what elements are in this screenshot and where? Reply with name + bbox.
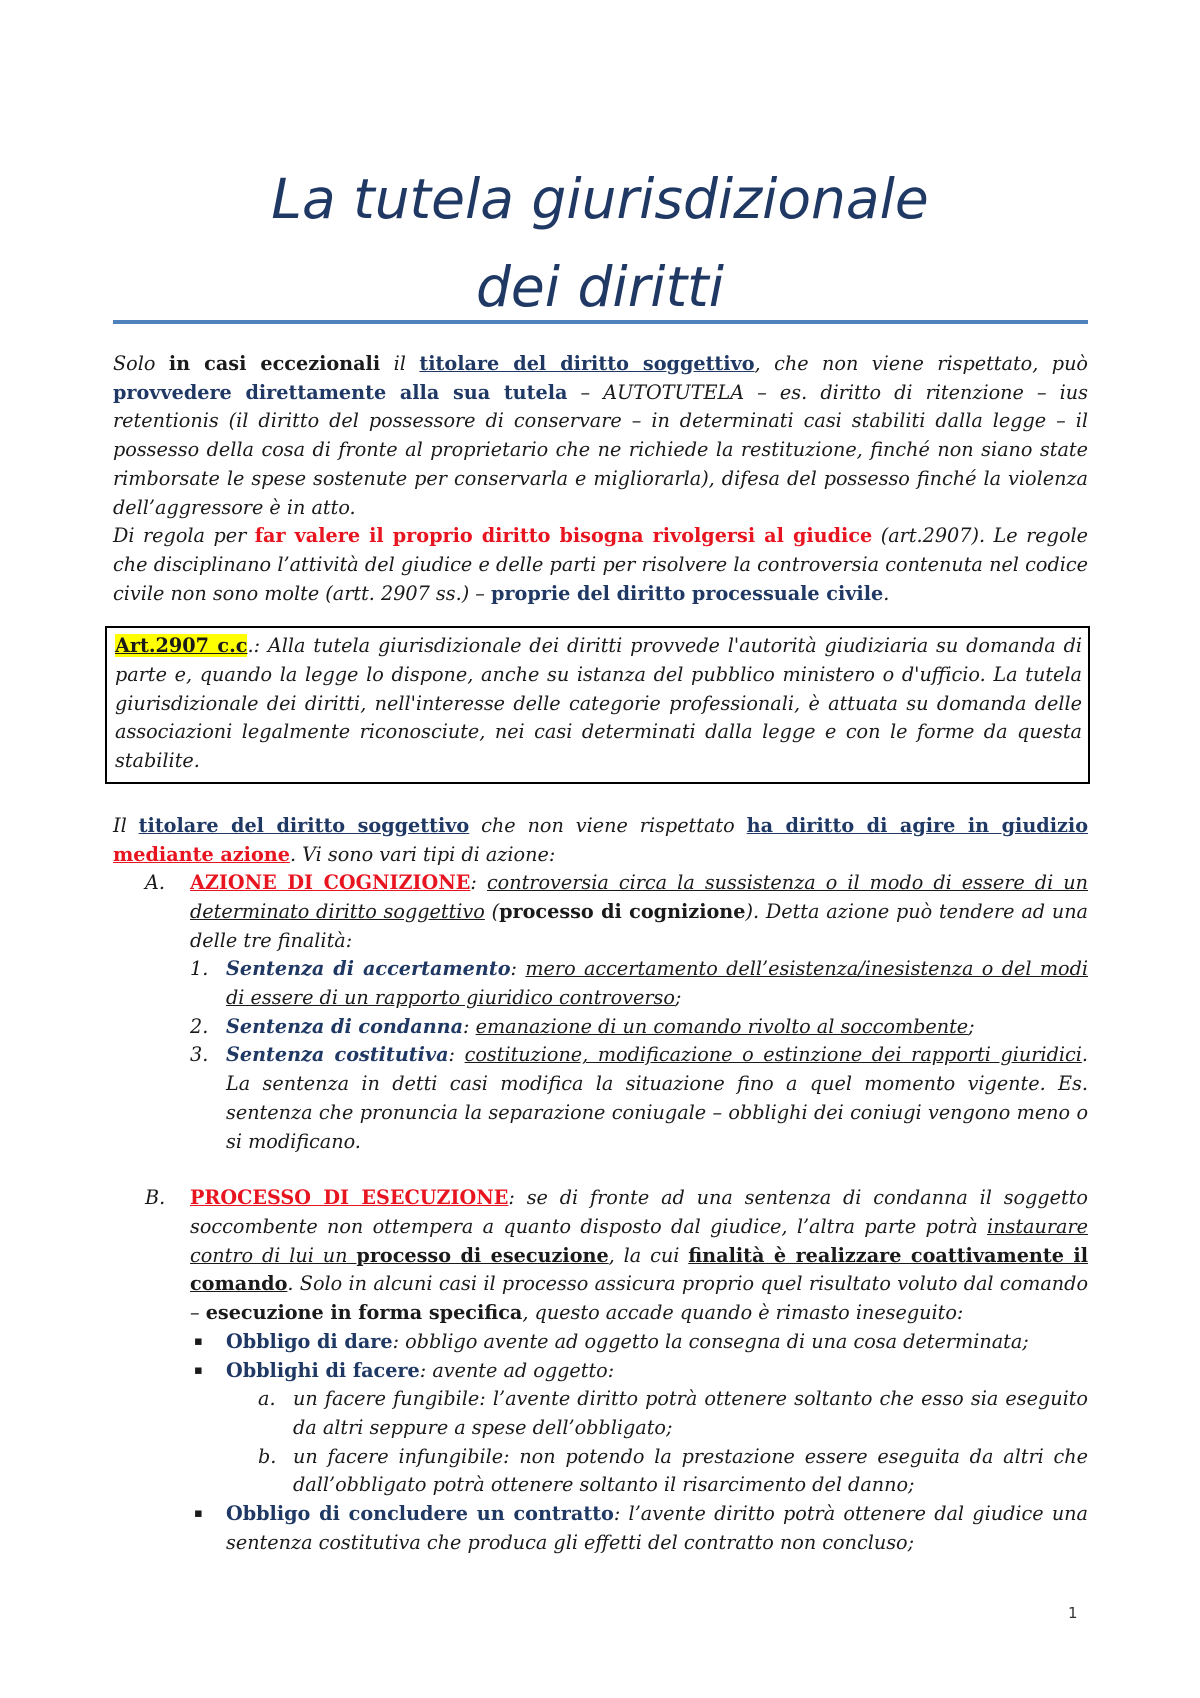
section-b-heading: PROCESSO DI ESECUZIONE <box>190 1186 509 1210</box>
article-reference: Art.2907 c.c <box>115 634 248 658</box>
list-item: ▪ Obbligo di dare: obbligo avente ad oggetto la consegna di una cosa determinata; <box>113 1328 1088 1357</box>
title-line-2: dei diritti <box>475 255 724 319</box>
page-number: 1 <box>1068 1604 1078 1622</box>
list-item: ▪ Obbligo di concludere un contratto: l’avente diritto potrà ottenere dal giudice una sentenza costitutiva che produca gli effetti del contratto non concluso; <box>194 1502 1088 1554</box>
list-item: 1. Sentenza di accertamento: mero accertamento dell’esistenza/inesistenza o del modi di essere di un rapporto giuridico controverso; <box>190 957 1088 1010</box>
title-underline <box>113 320 1088 324</box>
list-item: 3. Sentenza costitutiva: costituzione, modificazione o estinzione dei rapporti giuridici. La sentenza in detti casi modifica la situazione fino a quel momento vigente. Es. sentenza che pronuncia la separazione coniugale – obblighi dei coniugi vengono meno o si modificano. <box>190 1043 1088 1153</box>
document-title <box>0 155 1200 331</box>
section-b: B. PROCESSO DI ESECUZIONE: se di fronte ad una sentenza di condanna il soggetto soccombente non ottempera a quanto disposto dal giudice, l’altra parte potrà instaurare contro di lui un processo di esecuzione, la cui finalità è realizzare coattivamente il comando. Solo in alcuni casi il processo assicura proprio quel risultato voluto dal comando – esecuzione in forma specifica, questo accade quando è rimasto ineseguito: <box>145 1186 1088 1325</box>
article-2907-box <box>105 626 1090 784</box>
document-body <box>113 350 1088 1557</box>
section-a-heading: AZIONE DI COGNIZIONE <box>190 871 471 895</box>
intro-paragraph: Solo in casi eccezionali il titolare del diritto soggettivo, che non viene rispettato, può provvedere direttamente alla sua tutela – AUTOTUTELA – es. diritto di ritenzione – ius retentionis (il diritto del possessore di conservare – in determinati casi stabiliti dalla legge – il possesso della cosa di fronte al proprietario che ne richiede la restituzione, finché non siano state rimborsate le spese sostenute per conservarla e migliorarla), difesa del possesso finché la violenza dell’aggressore è in atto. <box>113 352 1088 519</box>
article-text: .: Alla tutela giurisdizionale dei diritti provvede l'autorità giudiziaria su domanda di parte e, quando la legge lo dispone, anche su istanza del pubblico ministero o d'ufficio. La tutela giurisdizionale dei diritti, nell'interesse delle categorie professionali, è attuata su domanda delle associazioni legalmente riconosciute, nei casi determinati dalla legge e con le forme da questa stabilite. <box>115 634 1083 773</box>
list-item: 2. Sentenza di condanna: emanazione di un comando rivolto al soccombente; <box>190 1014 975 1038</box>
rule-paragraph: Di regola per far valere il proprio diritto bisogna rivolgersi al giudice (art.2907). Le regole che disciplinano l’attività del giudice e delle parti per risolvere la controversia contenuta nel codice civile non sono molte (artt. 2907 ss.) – proprie del diritto processuale civile. <box>113 524 1088 605</box>
section-a-marker: A. <box>145 871 165 895</box>
title-line-1: La tutela giurisdizionale <box>271 167 929 231</box>
section-b-marker: B. <box>145 1186 166 1210</box>
list-item: a. un facere fungibile: l’avente diritto potrà ottenere soltanto che esso sia eseguito da altri seppure a spese dell’obbligato; <box>258 1387 1088 1439</box>
bullet-icon: ▪ <box>194 1506 203 1522</box>
action-intro-paragraph: Il titolare del diritto soggettivo che non viene rispettato ha diritto di agire in giudizio mediante azione. Vi sono vari tipi di azione: <box>113 813 1088 866</box>
bullet-icon: ▪ <box>194 1333 203 1349</box>
bullet-icon: ▪ <box>194 1362 203 1378</box>
list-item: b. un facere infungibile: non potendo la prestazione essere eseguita da altri che dall’obbligato potrà ottenere soltanto il risarcimento del danno; <box>258 1444 1088 1497</box>
list-item: ▪ Obblighi di facere: avente ad oggetto: <box>113 1357 1088 1386</box>
section-a: A. AZIONE DI COGNIZIONE: controversia circa la sussistenza o il modo di essere di un determinato diritto soggettivo (processo di cognizione). Detta azione può tendere ad una delle tre finalità: <box>145 871 1088 952</box>
